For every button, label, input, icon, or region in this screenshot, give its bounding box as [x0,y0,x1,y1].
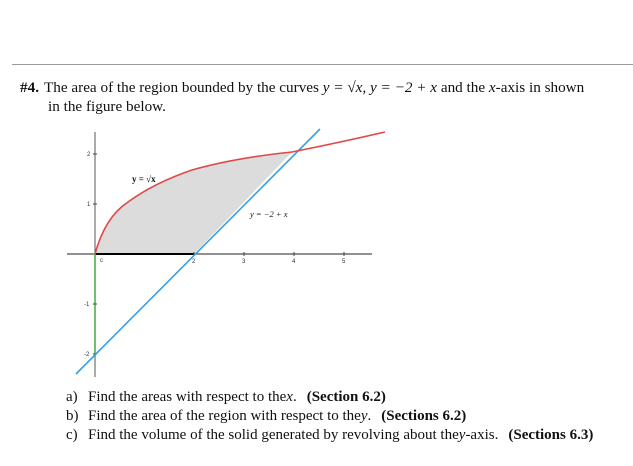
question-variable: y [458,427,466,443]
x-tick-c: c [100,258,103,264]
question-variable: y [360,408,368,424]
question-list [66,388,626,445]
question-letter: b) [66,408,79,424]
question-text: Find the volume of the solid generated by revolving about the [88,427,459,443]
question-section: (Sections 6.3) [508,427,594,443]
problem-number: #4. [20,79,39,96]
top-divider [12,64,633,65]
x-tick-5: 5 [342,259,346,265]
label-line: y = −2 + x [250,209,288,219]
x-tick-4: 4 [292,259,296,265]
equation-line: y = −2 + x [370,79,438,96]
y-tick-2: 2 [87,152,91,158]
shaded-region [95,152,292,254]
y-tick-1: 1 [87,202,91,208]
question-item [66,407,626,426]
question-variable: x [286,389,293,405]
x-tick-3: 3 [242,259,246,265]
x-tick-2: 2 [192,259,196,265]
question-item [66,388,626,407]
region-figure [62,122,392,382]
question-section: (Sections 6.2) [381,408,467,424]
problem-statement [20,78,620,116]
question-text-end: -axis. [465,427,499,443]
question-section: (Section 6.2) [306,389,386,405]
question-item [66,426,626,445]
equation-sqrt: y = √x, [322,79,371,96]
axis-variable: x [488,79,496,96]
y-tick-neg2: -2 [84,352,90,358]
question-letter: c) [66,427,78,443]
problem-text-line2: in the figure below. [48,98,166,115]
question-text-end: . [292,389,297,405]
label-sqrt-curve: y = √x [132,174,156,184]
question-letter: a) [66,389,78,405]
y-tick-neg1: -1 [84,302,90,308]
question-text-end: . [367,408,372,424]
problem-text-start: The area of the region bounded by the curves [43,79,323,96]
question-text: Find the areas with respect to the [88,389,287,405]
problem-text-mid: and the [437,79,489,96]
question-text: Find the area of the region with respect to the [88,408,361,424]
problem-text-end: -axis in shown [495,79,585,96]
